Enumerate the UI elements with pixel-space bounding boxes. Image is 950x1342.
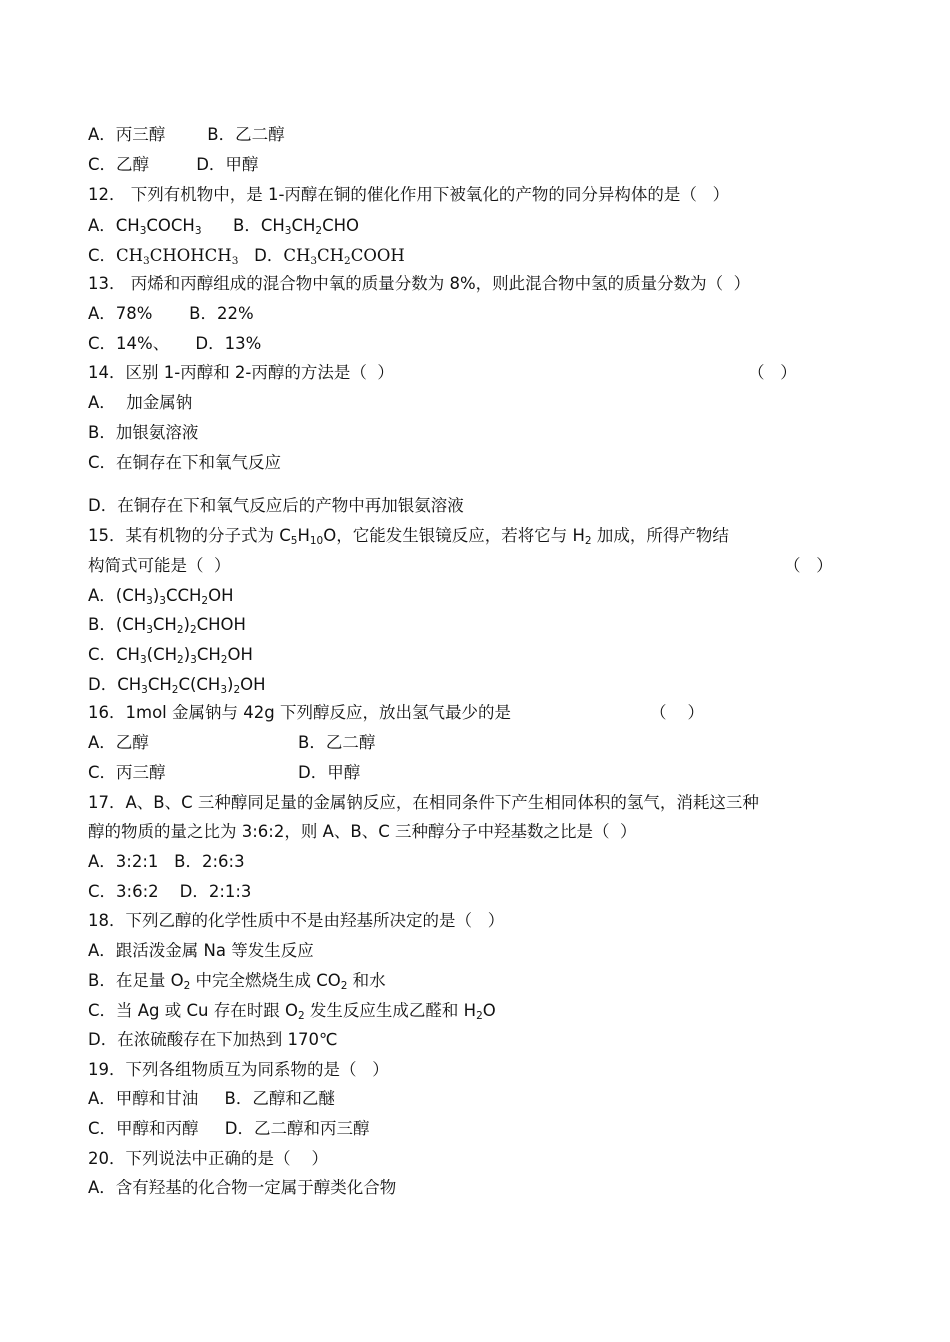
- line-text: D．在浓硫酸存在下加热到 170℃: [88, 1030, 338, 1049]
- line-text: C．在铜存在下和氧气反应: [88, 453, 282, 472]
- text-line: [88, 302, 254, 326]
- line-text: A．甲醇和甘油 B．乙醇和乙醚: [88, 1089, 335, 1108]
- line-text: A．$(CH_3)_3CCH_2OH$: [88, 586, 234, 607]
- line-text: A．$CH_3COCH_3$ B．$CH_3CH_2CHO$: [88, 216, 359, 237]
- line-text: 16．1mol 金属钠与 42g 下列醇反应，放出氢气最少的是: [88, 703, 511, 722]
- text-line: [88, 1028, 337, 1052]
- line-text: A．跟活泼金属 Na 等发生反应: [88, 941, 314, 960]
- text-line: [88, 1176, 396, 1200]
- line-text: B．加银氨溶液: [88, 423, 199, 442]
- line-text: A．乙醇: [88, 733, 149, 752]
- line-text: C．乙醇 D．甲醇: [88, 155, 259, 174]
- text-line: [88, 1058, 389, 1082]
- text-line: [88, 451, 281, 475]
- line-text: D．$CH_3CH_2C(CH_3)_2OH$: [88, 675, 266, 696]
- line-text: 14．区别 1-丙醇和 2-丙醇的方法是（ ）: [88, 363, 394, 382]
- text-line: [88, 761, 361, 785]
- line-tail-text: （ ）: [748, 363, 797, 382]
- text-line: [88, 421, 198, 445]
- line-text: 醇的物质的量之比为 3:6:2，则 A、B、C 三种醇分子中羟基数之比是（ ）: [88, 822, 637, 841]
- line-text: C．$CH_3(CH_2)_3CH_2OH$: [88, 645, 253, 666]
- line-text: 19．下列各组物质互为同系物的是（ ）: [88, 1060, 389, 1079]
- line-tail-text: （ ）: [650, 703, 704, 722]
- text-line: [88, 880, 251, 904]
- text-line: [88, 272, 750, 296]
- line-text: C．$CH_3CHOHCH_3$ D．$CH_3CH_2COOH$: [88, 246, 405, 267]
- line-text: B．$(CH_3CH_2)_2CHOH$: [88, 615, 246, 636]
- line-text: 构简式可能是（ ）: [88, 556, 231, 575]
- text-line: [88, 999, 496, 1023]
- line-text: C．当 Ag 或 Cu 存在时跟 $O_2$ 发生反应生成乙醛和 $H_2O$: [88, 1001, 496, 1022]
- text-line: [88, 494, 464, 518]
- line-text: A．含有羟基的化合物一定属于醇类化合物: [88, 1178, 397, 1197]
- text-line: [88, 584, 234, 608]
- text-line: [88, 1087, 335, 1111]
- text-line: [88, 524, 729, 548]
- text-line: [88, 183, 729, 207]
- text-line: [88, 554, 833, 578]
- line-text: 13． 丙烯和丙醇组成的混合物中氧的质量分数为 8%，则此混合物中氢的质量分数为（ ）: [88, 274, 751, 293]
- text-line: [88, 939, 314, 963]
- line-text: A．丙三醇 B．乙二醇: [88, 125, 285, 144]
- text-line: [88, 613, 246, 637]
- text-line: [88, 123, 285, 147]
- text-line: [88, 1147, 328, 1171]
- text-line: [88, 909, 504, 933]
- text-line: [88, 643, 253, 667]
- text-line: [88, 244, 405, 268]
- line-text: A．78% B．22%: [88, 304, 254, 323]
- line-text: 18．下列乙醇的化学性质中不是由羟基所决定的是（ ）: [88, 911, 505, 930]
- line-text: C．14%、 D．13%: [88, 334, 262, 353]
- text-line: [88, 969, 386, 993]
- line-text: 15．某有机物的分子式为 $C_5H_{10}O$，它能发生银镜反应，若将它与 $H_2$ 加成，所得产物结: [88, 526, 729, 547]
- line-text: A．3:2:1 B．2:6:3: [88, 852, 245, 871]
- text-line: [88, 673, 266, 697]
- text-line: [88, 391, 192, 415]
- text-line: [88, 361, 797, 385]
- text-line: [88, 701, 704, 725]
- line-text: C．丙三醇: [88, 763, 166, 782]
- line-text: C．甲醇和丙醇 D．乙二醇和丙三醇: [88, 1119, 370, 1138]
- line-tail-text: D．甲醇: [298, 763, 361, 782]
- line-text: B．在足量 $O_2$ 中完全燃烧生成 $CO_2$ 和水: [88, 971, 386, 992]
- line-text: 20．下列说法中正确的是（ ）: [88, 1149, 328, 1168]
- line-text: A． 加金属钠: [88, 393, 193, 412]
- line-text: D．在铜存在下和氧气反应后的产物中再加银氨溶液: [88, 496, 464, 515]
- text-line: [88, 1117, 369, 1141]
- line-tail-text: B．乙二醇: [298, 733, 376, 752]
- text-line: [88, 332, 261, 356]
- line-tail-text: （ ）: [784, 556, 833, 575]
- text-line: [88, 791, 759, 815]
- line-text: C．3:6:2 D．2:1:3: [88, 882, 252, 901]
- text-line: [88, 850, 245, 874]
- text-line: [88, 214, 359, 238]
- line-text: 17．A、B、C 三种醇同足量的金属钠反应，在相同条件下产生相同体积的氢气，消耗这三种: [88, 793, 759, 812]
- line-text: 12． 下列有机物中，是 1-丙醇在铜的催化作用下被氧化的产物的同分异构体的是（ ）: [88, 185, 730, 204]
- text-line: [88, 731, 376, 755]
- text-line: [88, 820, 636, 844]
- text-line: [88, 153, 258, 177]
